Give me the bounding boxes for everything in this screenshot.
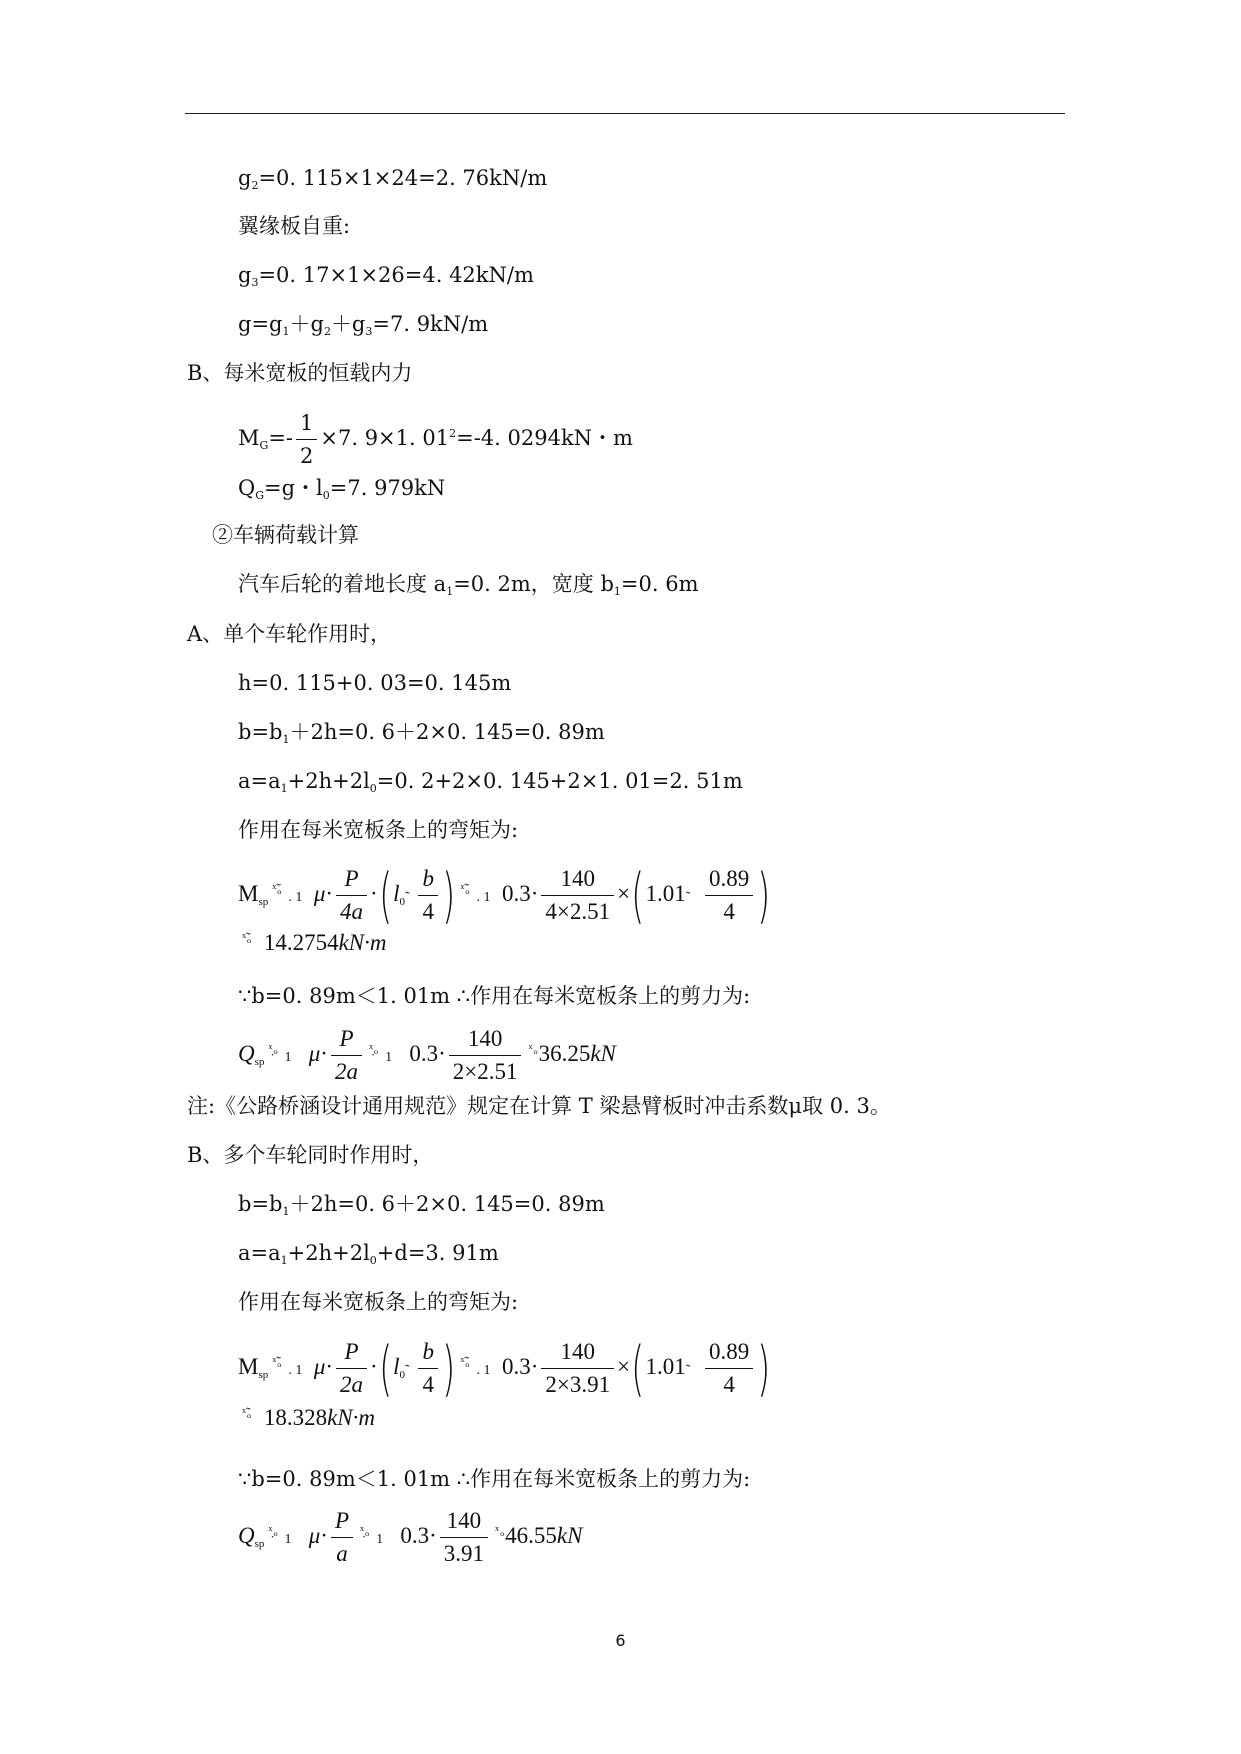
a-single-line: $a=a_1+2h+2l_0=0$. 2+2×0. 145+2×1. 01=2. 51m — [238, 769, 743, 795]
header-rule — [185, 113, 1065, 114]
moment-result-multi: $^{ˣ̃_o}$ 18.328kN·m — [242, 1405, 376, 1430]
shear-label-1: ∵b=0. 89m＜1. 01m ∴作用在每米宽板条上的剪力为: — [238, 984, 751, 1008]
flange-weight-label: 翼缘板自重: — [238, 214, 351, 238]
mg-line: $M_G=-$ $\frac{1}{2}$ ×7. 9×1. $01^2=-4$. 0294kN・m — [238, 411, 633, 468]
section-bb-heading: B、多个车轮同时作用时， — [187, 1143, 434, 1167]
g3-line: $g_3=0$. 17×1×26=4. 42kN/m — [238, 263, 534, 289]
section-b-heading: B、每米宽板的恒载内力 — [187, 361, 413, 385]
moment-equation-single: $M_{sp}^{ˣ̃_o}$. 1 μ· $\frac{P}{4a}$ $\cdot(l_0˜$ $\frac{b}{4}$ ) $^{ˣ̃_o}$. 1 0.3· $\frac{140}{4\times 2.51}$ ×(1.01˜ $\frac{0.89}{4}$ ) — [238, 860, 771, 931]
section-a-heading: A、单个车轮作用时， — [187, 622, 392, 646]
shear-equation-multi: $Q_{sp}^{ˣ̣_o}1$ μ· $\frac{P}{a}$ $^{ˣ̣_o}$1 0.3· $\frac{140}{3.91}$ $^{ˣ_o}$46.55kN — [238, 1508, 583, 1566]
moment-label-2: 作用在每米宽板条上的弯矩为: — [238, 1290, 519, 1314]
h-line: h=0. 115+0. 03=0. 145m — [238, 671, 512, 695]
shear-label-2: ∵b=0. 89m＜1. 01m ∴作用在每米宽板条上的剪力为: — [238, 1467, 751, 1491]
note-line: 注:《公路桥涵设计通用规范》规定在计算 T 梁悬臂板时冲击系数μ取 0. 3。 — [187, 1094, 891, 1118]
g2-line: $g_2=0$. 115×1×24=2. 76kN/m — [238, 166, 548, 192]
moment-label-1: 作用在每米宽板条上的弯矩为: — [238, 818, 519, 842]
wheel-contact-line: 汽车后轮的着地长度 $a_1=0$. 2m，宽度 $b_1=0$. 6m — [238, 572, 699, 598]
g-sum-line: $g=g_1+g_2+g_3=7$. 9kN/m — [238, 312, 489, 338]
shear-equation-single: $Q_{sp}^{ˣ̣_o}1$ μ· $\frac{P}{2a}$ $^{ˣ̣_o}$1 0.3· $\frac{140}{2\times 2.51}$ $^{ˣ_o}$36.25kN — [238, 1026, 616, 1084]
qg-line: $Q_G=g$・$l_0=7$. 979kN — [238, 476, 446, 502]
page-number: 6 — [615, 1631, 626, 1650]
b-multi-line: $b=b_1+2h=0$. 6＋2×0. 145=0. 89m — [238, 1192, 605, 1218]
moment-equation-multi: $M_{sp}^{ˣ̃_o}$. 1 μ· $\frac{P}{2a}$ $\cdot(l_0˜$ $\frac{b}{4}$ ) $^{ˣ̃_o}$. 1 0.3· $\frac{140}{2\times 3.91}$ ×(1.01˜ $\frac{0.89}{4}$ ) — [238, 1333, 771, 1404]
section-2-heading: ②车辆荷载计算 — [212, 523, 359, 547]
moment-result-single: $^{ˣ̃_o}$ 14.2754kN·m — [242, 930, 387, 955]
a-multi-line: $a=a_1+2h+2l_0+d=3$. 91m — [238, 1241, 499, 1267]
b-single-line: $b=b_1+2h=0$. 6＋2×0. 145=0. 89m — [238, 720, 605, 746]
